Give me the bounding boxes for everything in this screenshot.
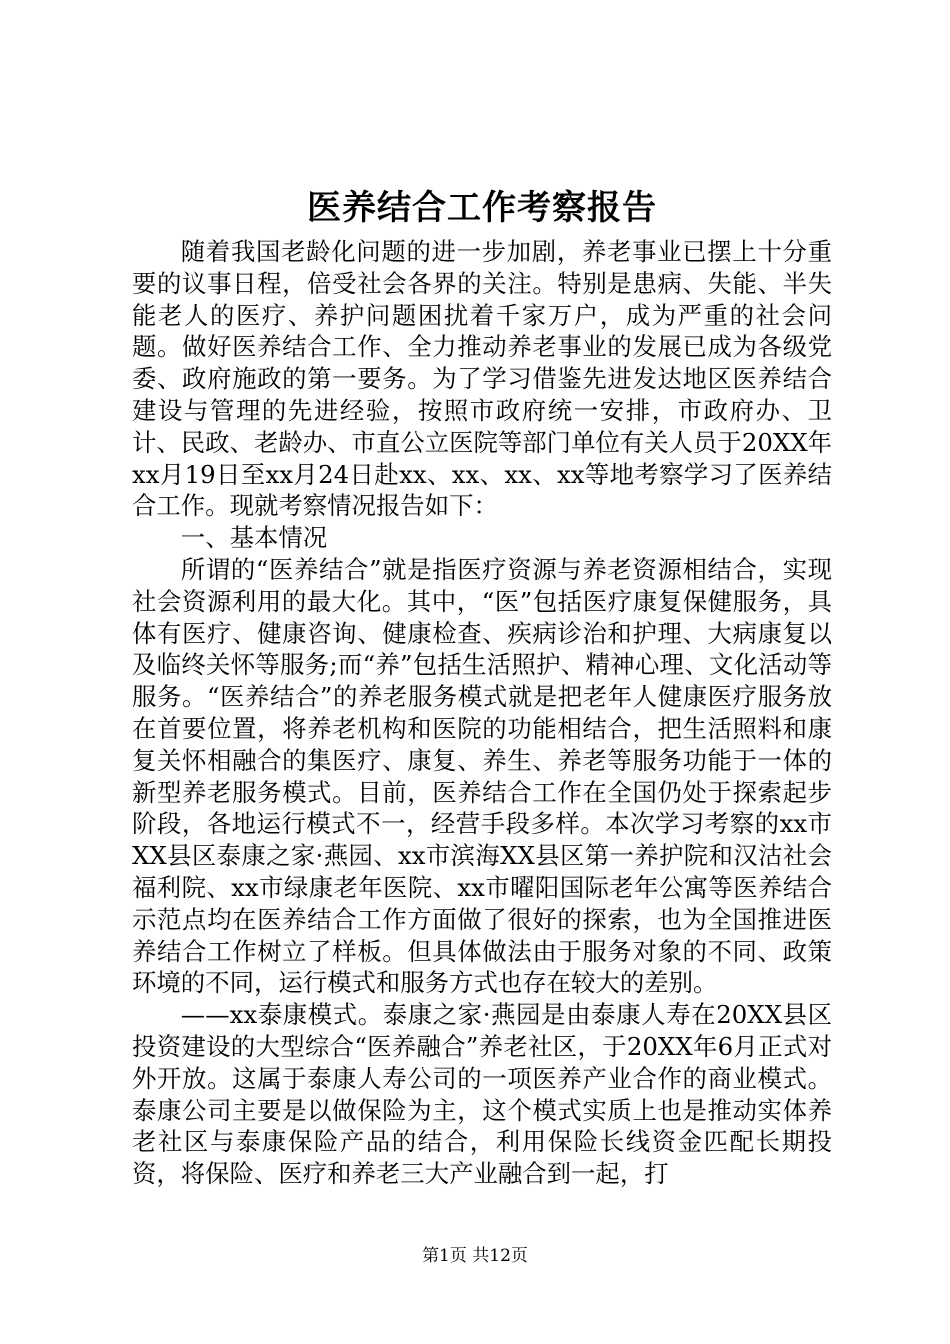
paragraph-intro: 随着我国老龄化问题的进一步加剧，养老事业已摆上十分重要的议事日程，倍受社会各界的关注。特别是患病、失能、半失能老人的医疗、养护问题困扰着千家万户，成为严重的社会问题。做好医养结合工作、全力推动养老事业的发展已成为各级党委、政府施政的第一要务。为了学习借鉴先进发达地区医养结合建设与管理的先进经验，按照市政府统一安排，市政府办、卫计、民政、老龄办、市直公立医院等部门单位有关人员于20XX年xx月19日至xx月24日赴xx、xx、xx、xx等地考察学习了医养结合工作。现就考察情况报告如下： (132, 237, 832, 521)
paragraph-taikang-model: ——xx泰康模式。泰康之家·燕园是由泰康人寿在20XX县区投资建设的大型综合“医养融合”养老社区，于20XX年6月正式对外开放。这属于泰康人寿公司的一项医养产业合作的商业模式。泰康公司主要是以做保险为主，这个模式实质上也是推动实体养老社区与泰康保险产品的结合，利用保险长线资金匹配长期投资，将保险、医疗和养老三大产业融合到一起，打 (132, 1000, 832, 1189)
document-title: 医养结合工作考察报告 (307, 188, 657, 228)
paragraph-definition: 所谓的“医养结合”就是指医疗资源与养老资源相结合，实现社会资源利用的最大化。其中，“医”包括医疗康复保健服务，具体有医疗、健康咨询、健康检查、疾病诊治和护理、大病康复以及临终关怀等服务;而“养”包括生活照护、精神心理、文化活动等服务。“医养结合”的养老服务模式就是把老年人健康医疗服务放在首要位置，将养老机构和医院的功能相结合，把生活照料和康复关怀相融合的集医疗、康复、养生、养老等服务功能于一体的新型养老服务模式。目前，医养结合工作在全国仍处于探索起步阶段，各地运行模式不一，经营手段多样。本次学习考察的xx市XX县区泰康之家·燕园、xx市滨海XX县区第一养护院和汉沽社会福利院、xx市绿康老年医院、xx市曜阳国际老年公寓等医养结合示范点均在医养结合工作方面做了很好的探索，也为全国推进医养结合工作树立了样板。但具体做法由于服务对象的不同、政策环境的不同，运行模式和服务方式也存在较大的差别。 (132, 554, 832, 998)
page-footer: 第1页 共12页 (422, 1246, 528, 1266)
document-body (132, 236, 832, 1190)
section-heading-basic-situation: 一、基本情况 (180, 523, 328, 553)
